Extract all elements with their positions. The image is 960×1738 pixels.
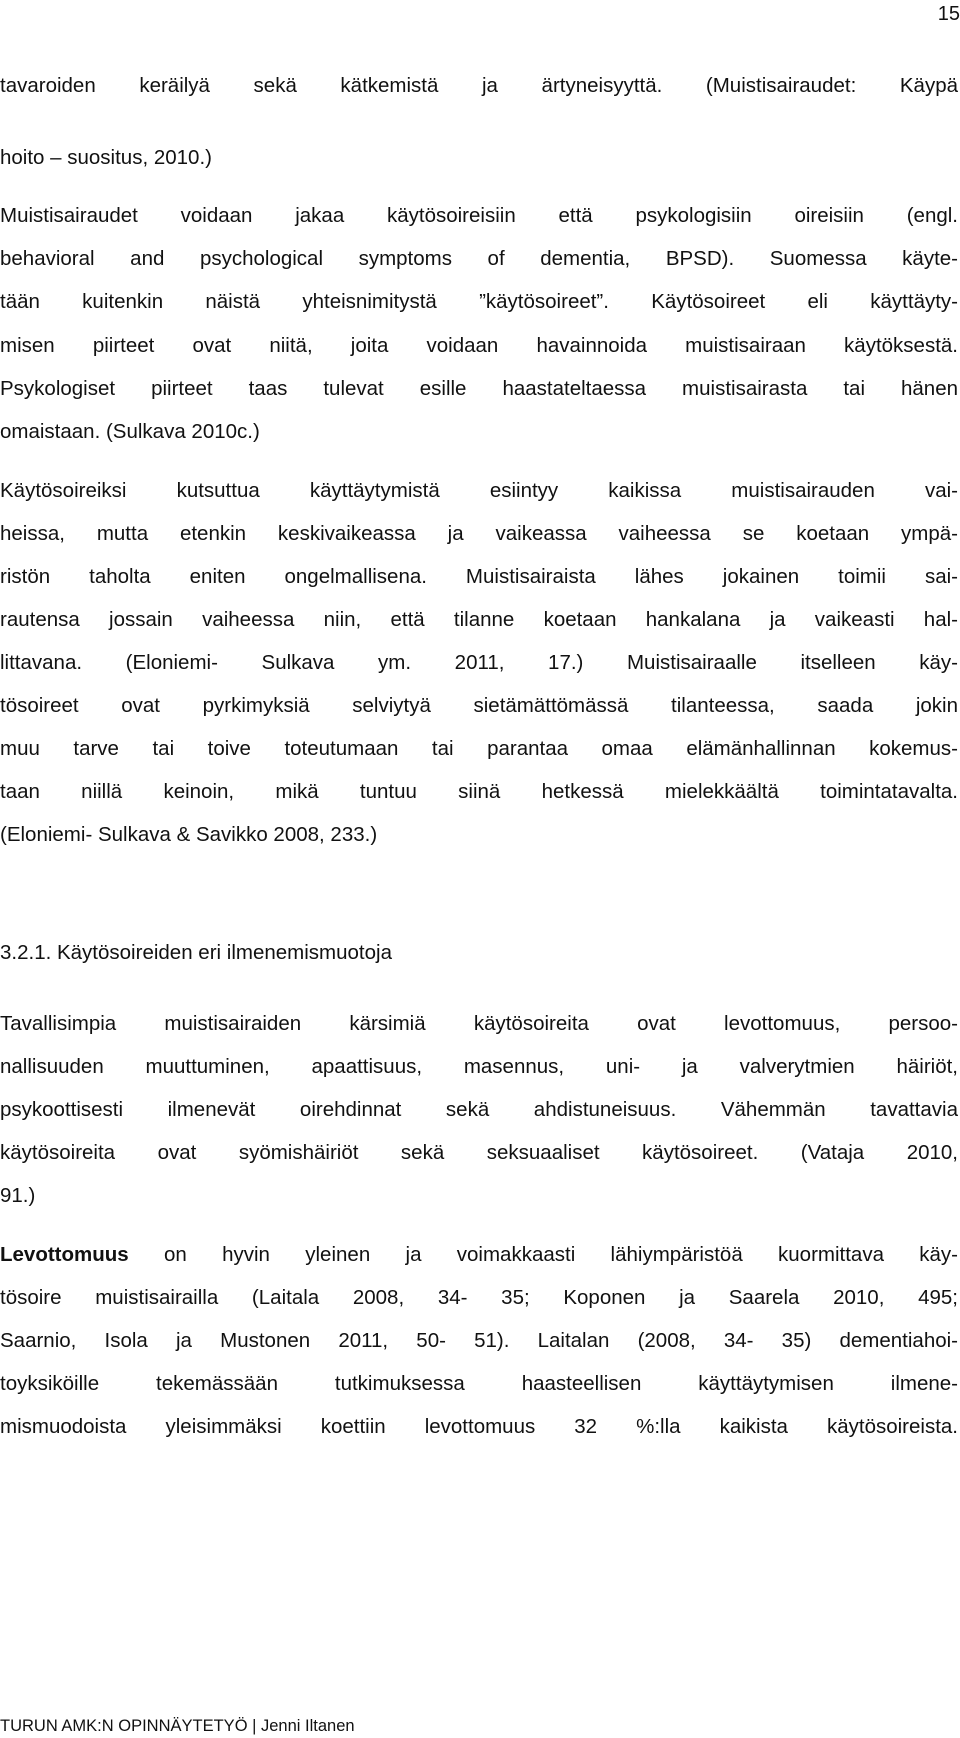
text-line: hoito – suositus, 2010.) xyxy=(0,146,212,169)
text-line: tösoire muistisairailla (Laitala 2008, 34- 35; Koponen ja Saarela 2010, 495; xyxy=(0,1286,958,1309)
text-line: (Eloniemi- Sulkava & Savikko 2008, 233.) xyxy=(0,823,378,846)
text-line: nallisuuden muuttuminen, apaattisuus, masennus, uni- ja valverytmien häiriöt, xyxy=(0,1055,958,1078)
footer: TURUN AMK:N OPINNÄYTETYÖ | Jenni Iltanen xyxy=(0,1717,355,1735)
text-line: 91.) xyxy=(0,1184,36,1207)
text-line: taan niillä keinoin, mikä tuntuu siinä hetkessä mielekkäältä toimintatavalta. xyxy=(0,780,958,803)
text-span: on hyvin yleinen ja voimakkaasti lähiympäristöä kuormittava käy- xyxy=(128,1243,958,1266)
text-line: toyksiköille tekemässään tutkimuksessa haasteellisen käyttäytymisen ilmene- xyxy=(0,1372,958,1395)
text-line: käytösoireita ovat syömishäiriöt sekä seksuaaliset käytösoireet. (Vataja 2010, xyxy=(0,1141,958,1164)
text-line: Saarnio, Isola ja Mustonen 2011, 50- 51). Laitalan (2008, 34- 35) dementiahoi- xyxy=(0,1329,958,1352)
text-line: behavioral and psychological symptoms of dementia, BPSD). Suomessa käyte- xyxy=(0,247,958,270)
bold-term: Levottomuus xyxy=(0,1243,129,1266)
text-line: Psykologiset piirteet taas tulevat esille haastateltaessa muistisairasta tai hänen xyxy=(0,377,958,400)
page-number: 15 xyxy=(937,3,960,25)
text-line: Käytösoireiksi kutsuttua käyttäytymistä esiintyy kaikissa muistisairauden vai- xyxy=(0,479,958,502)
text-line: ristön taholta eniten ongelmallisena. Muistisairaista lähes jokainen toimii sai- xyxy=(0,565,958,588)
text-line: tösoireet ovat pyrkimyksiä selviytyä sietämättömässä tilanteessa, saada jokin xyxy=(0,694,958,717)
text-line: Tavallisimpia muistisairaiden kärsimiä käytösoireita ovat levottomuus, persoo- xyxy=(0,1012,958,1035)
text-line: heissa, mutta etenkin keskivaikeassa ja vaikeassa vaiheessa se koetaan ympä- xyxy=(0,522,958,545)
text-line: misen piirteet ovat niitä, joita voidaan havainnoida muistisairaan käytöksestä. xyxy=(0,334,958,357)
text-line xyxy=(0,1243,958,1267)
text-line: tavaroiden keräilyä sekä kätkemistä ja ärtyneisyyttä. (Muistisairaudet: Käypä xyxy=(0,74,958,97)
text-line: tään kuitenkin näistä yhteisnimitystä ”käytösoireet”. Käytösoireet eli käyttäyty- xyxy=(0,290,958,313)
section-heading: 3.2.1. Käytösoireiden eri ilmenemismuotoja xyxy=(0,941,392,964)
text-line: Muistisairaudet voidaan jakaa käytösoireisiin että psykologisiin oireisiin (engl. xyxy=(0,204,958,227)
text-line: rautensa jossain vaiheessa niin, että tilanne koetaan hankalana ja vaikeasti hal- xyxy=(0,608,958,631)
text-line: muu tarve tai toive toteutumaan tai parantaa omaa elämänhallinnan kokemus- xyxy=(0,737,958,760)
text-line: mismuodoista yleisimmäksi koettiin levottomuus 32 %:lla kaikista käytösoireista. xyxy=(0,1415,958,1438)
text-line: psykoottisesti ilmenevät oirehdinnat sekä ahdistuneisuus. Vähemmän tavattavia xyxy=(0,1098,958,1121)
text-line: omaistaan. (Sulkava 2010c.) xyxy=(0,420,260,443)
text-line: littavana. (Eloniemi- Sulkava ym. 2011, 17.) Muistisairaalle itselleen käy- xyxy=(0,651,958,674)
